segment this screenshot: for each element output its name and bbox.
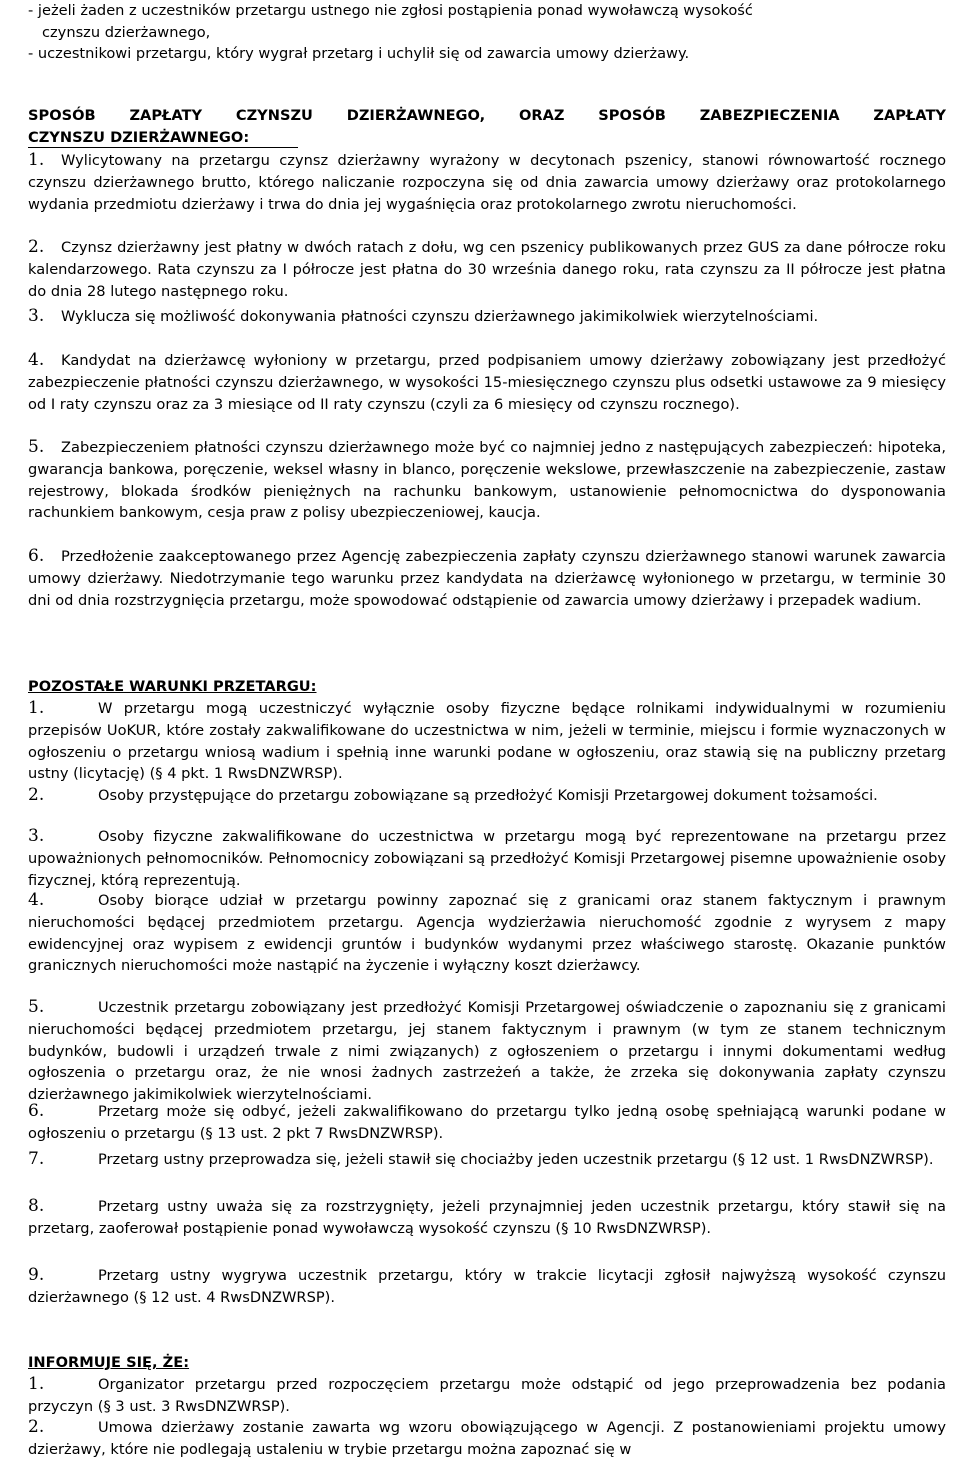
item-text: Przetarg ustny przeprowadza się, jeżeli stawił się chociażby jeden uczestnik przetargu (§ 12 ust. 1 RwsDNZWRSP). <box>98 1151 934 1168</box>
item-text: Kandydat na dzierżawcę wyłoniony w przetargu, przed podpisaniem umowy dzierżawy zobowiązany jest przedłożyć zabezpieczenie płatności czynszu dzierżawnego, w wysokości 15-miesięcznego czynszu plus odsetki ustawowe za 9 miesięcy od I raty czynszu oraz za 3 miesiące od II raty czynszu (czyli za 6 miesięcy od czynszu rocznego). <box>28 352 946 413</box>
item-text: Wylicytowany na przetargu czynsz dzierżawny wyrażony w decytonach pszenicy, stanowi równowartość rocznego czynszu dzierżawnego brutto, którego naliczanie rozpoczyna się od dnia zawarcia umowy dzierżawy oraz protokolarnego wydania przedmiotu dzierżawy i trwa do dnia jej wygaśnięcia oraz protokolarnego zwrotu nieruchomości. <box>28 152 946 213</box>
item-number: 9. <box>28 1265 45 1285</box>
item-text: Wyklucza się możliwość dokonywania płatności czynszu dzierżawnego jakimikolwiek wierzytelnościami. <box>61 308 819 325</box>
item-number: 3. <box>28 826 45 846</box>
other-item-3 <box>28 826 946 891</box>
item-number: 5. <box>28 437 45 457</box>
payment-item-4 <box>28 350 946 415</box>
item-number: 2. <box>28 1417 45 1437</box>
payment-item-6 <box>28 546 946 611</box>
other-item-9 <box>28 1265 946 1309</box>
inform-item-1 <box>28 1374 946 1418</box>
item-number: 6. <box>28 546 45 566</box>
payment-heading-line-2: CZYNSZU DZIERŻAWNEGO: <box>28 128 250 146</box>
other-item-7 <box>28 1149 946 1171</box>
inform-heading-text: INFORMUJE SIĘ, ŻE: <box>28 1354 190 1371</box>
heading-rule <box>28 147 298 148</box>
item-text: Przedłożenie zaakceptowanego przez Agencję zabezpieczenia zapłaty czynszu dzierżawnego stanowi warunek zawarcia umowy dzierżawy. Niedotrzymanie tego warunku przez kandydata na dzierżawcę wyłonionego w przetargu, w terminie 30 dni od dnia rozstrzygnięcia przetargu, może spowodować odstąpienie od zawarcia umowy dzierżawy i przepadek wadium. <box>28 548 946 609</box>
item-number: 5. <box>28 997 45 1017</box>
inform-heading <box>28 1352 946 1374</box>
item-number: 4. <box>28 350 45 370</box>
other-item-8 <box>28 1196 946 1240</box>
item-number: 3. <box>28 306 45 326</box>
item-number: 8. <box>28 1196 45 1216</box>
intro-line-1: - jeżeli żaden z uczestników przetargu ustnego nie zgłosi postąpienia ponad wywoławczą wysokość <box>28 2 753 19</box>
intro-line-2: - uczestnikowi przetargu, który wygrał przetarg i uchylił się od zawarcia umowy dzierżawy. <box>28 45 690 62</box>
item-number: 1. <box>28 150 45 170</box>
item-number: 6. <box>28 1101 45 1121</box>
intro-line-1-continued: czynszu dzierżawnego, <box>42 23 211 41</box>
item-number: 1. <box>28 698 45 718</box>
other-conditions-heading-text: POZOSTAŁE WARUNKI PRZETARGU: <box>28 678 317 695</box>
item-text: Umowa dzierżawy zostanie zawarta wg wzoru obowiązującego w Agencji. Z postanowieniami projektu umowy dzierżawy, które nie podlegają ustaleniu w trybie przetargu można zapoznać się w <box>28 1419 946 1458</box>
item-number: 2. <box>28 237 45 257</box>
item-text: Czynsz dzierżawny jest płatny w dwóch ratach z dołu, wg cen pszenicy publikowanych przez GUS za dane półrocze roku kalendarzowego. Rata czynszu za I półrocze jest płatna do 30 września danego roku, rata czynszu za II półrocze jest płatna do dnia 28 lutego następnego roku. <box>28 239 946 300</box>
payment-item-1 <box>28 150 946 215</box>
item-text: Przetarg ustny wygrywa uczestnik przetargu, który w trakcie licytacji zgłosił najwyższą wysokość czynszu dzierżawnego (§ 12 ust. 4 RwsDNZWRSP). <box>28 1267 946 1306</box>
payment-item-2 <box>28 237 946 302</box>
item-number: 1. <box>28 1374 45 1394</box>
item-text: Przetarg może się odbyć, jeżeli zakwalifikowano do przetargu tylko jedną osobę spełniającą warunki podane w ogłoszeniu o przetargu (§ 13 ust. 2 pkt 7 RwsDNZWRSP). <box>28 1103 946 1142</box>
item-number: 7. <box>28 1149 45 1169</box>
other-item-4 <box>28 890 946 977</box>
payment-item-3 <box>28 306 946 328</box>
other-item-5 <box>28 997 946 1106</box>
other-item-1 <box>28 698 946 785</box>
item-text: W przetargu mogą uczestniczyć wyłącznie osoby fizyczne będące rolnikami indywidualnymi w rozumieniu przepisów UoKUR, które zostały zakwalifikowane do uczestnictwa w nim, jeżeli w terminie, miejscu i formie wyznaczonych w ogłoszeniu o przetargu wniosą wadium i spełnią inne warunki podane w ogłoszeniu, oraz stawią się na publiczny przetarg ustny (licytację) (§ 4 pkt. 1 RwsDNZWRSP). <box>28 700 946 783</box>
item-text: Osoby fizyczne zakwalifikowane do uczestnictwa w przetargu mogą być reprezentowane na przetargu przez upoważnionych pełnomocników. Pełnomocnicy zobowiązani są przedłożyć Komisji Przetargowej pisemne upoważnienie osoby fizycznej, którą reprezentują. <box>28 828 946 889</box>
inform-item-2 <box>28 1417 946 1461</box>
item-number: 4. <box>28 890 45 910</box>
item-text: Osoby przystępujące do przetargu zobowiązane są przedłożyć Komisji Przetargowej dokument tożsamości. <box>98 787 878 804</box>
item-text: Organizator przetargu przed rozpoczęciem przetargu może odstąpić od jego przeprowadzenia bez podania przyczyn (§ 3 ust. 3 RwsDNZWRSP). <box>28 1376 946 1415</box>
payment-section-heading <box>28 105 946 149</box>
item-text: Osoby biorące udział w przetargu powinny zapoznać się z granicami oraz stanem faktycznym i prawnym nieruchomości będącej przedmiotem przetargu. Agencja wydzierżawia nieruchomość zgodnie z wyrysem z mapy ewidencyjnej oraz wypisem z ewidencji gruntów i budynków wydanymi przez właściwego starostę. Okazanie punktów granicznych nieruchomości może nastąpić na życzenie i wyłączny koszt dzierżawcy. <box>28 892 946 975</box>
item-text: Zabezpieczeniem płatności czynszu dzierżawnego może być co najmniej jedno z następujących zabezpieczeń: hipoteka, gwarancja bankowa, poręczenie, weksel własny in blanco, poręczenie wekslowe, przewłaszczenie na zabezpieczenie, zastaw rejestrowy, blokada środków pieniężnych na rachunku bankowym, ustanowienie pełnomocnictwa do dysponowania rachunkiem bankowym, cesja praw z polisy ubezpieczeniowej, kaucja. <box>28 439 946 522</box>
payment-heading-line-1: SPOSÓB ZAPŁATY CZYNSZU DZIERŻAWNEGO, ORAZ SPOSÓB ZABEZPIECZENIA ZAPŁATY <box>28 107 946 124</box>
item-number: 2. <box>28 785 45 805</box>
intro-condition-2 <box>28 43 946 65</box>
other-item-6 <box>28 1101 946 1145</box>
other-conditions-heading <box>28 676 946 698</box>
payment-item-5 <box>28 437 946 524</box>
item-text: Uczestnik przetargu zobowiązany jest przedłożyć Komisji Przetargowej oświadczenie o zapoznaniu się z granicami nieruchomości będącej przedmiotem przetargu, jej stanem faktycznym i prawnym (w tym ze stanem technicznym budynków, budowli i urządzeń trwale z nimi związanych) z ogłoszeniem o przetargu i innymi dokumentami według ogłoszenia o przetargu oraz, że nie wnosi żadnych zastrzeżeń a także, że zrzeka się dokonywania zapłaty czynszu dzierżawnego jakimikolwiek wierzytelnościami. <box>28 999 946 1104</box>
intro-condition-1 <box>28 0 946 44</box>
item-text: Przetarg ustny uważa się za rozstrzygnięty, jeżeli przynajmniej jeden uczestnik przetargu, który stawił się na przetarg, zaoferował postąpienie ponad wywoławczą wysokość czynszu (§ 10 RwsDNZWRSP). <box>28 1198 946 1237</box>
other-item-2 <box>28 785 946 807</box>
